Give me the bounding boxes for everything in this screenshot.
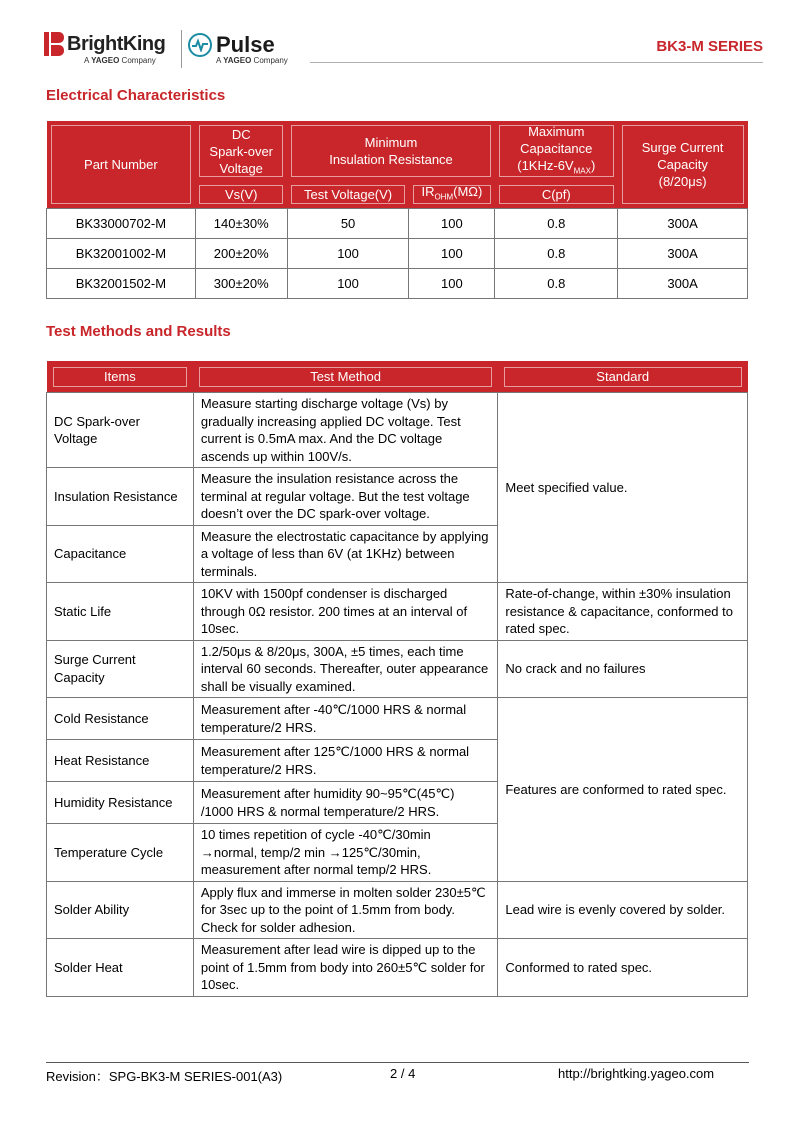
table-row: [47, 640, 748, 698]
cell-standard: Rate-of-change, within ±30% insulation resistance & capacitance, conformed to rated spec.: [498, 583, 748, 641]
table-row: [47, 393, 748, 468]
electrical-table: [46, 121, 748, 299]
cell-capacitance: 0.8: [495, 208, 618, 238]
cell-item: Solder Heat: [47, 939, 194, 997]
cell-item: Surge Current Capacity: [47, 640, 194, 698]
cell-vs: 200±20%: [195, 238, 287, 268]
header-items: Items: [47, 361, 194, 393]
cell-item: Insulation Resistance: [47, 468, 194, 526]
cell-standard: No crack and no failures: [498, 640, 748, 698]
header-test-method: Test Method: [193, 361, 498, 393]
table-row: [47, 238, 748, 268]
cell-test-voltage: 100: [287, 268, 409, 298]
cell-ir: 100: [409, 238, 495, 268]
tests-section-title: Test Methods and Results: [46, 323, 231, 340]
cell-surge: 300A: [618, 268, 748, 298]
cell-standard: Meet specified value.: [498, 393, 748, 583]
table-row: [47, 939, 748, 997]
footer-page-number: 2 / 4: [390, 1066, 416, 1081]
header-divider: [310, 62, 763, 63]
cell-vs: 300±20%: [195, 268, 287, 298]
footer-url[interactable]: http://brightking.yageo.com: [558, 1066, 715, 1081]
table-row: [47, 208, 748, 238]
cell-method: Apply flux and immerse in molten solder 230±5℃ for 3sec up to the point of 1.5mm from body. Check for solder adhesion.: [193, 881, 498, 939]
cell-item: DC Spark-over Voltage: [47, 393, 194, 468]
cell-standard: Features are conformed to rated spec.: [498, 698, 748, 882]
header-part-number: Part Number: [47, 121, 196, 208]
cell-standard: Lead wire is evenly covered by solder.: [498, 881, 748, 939]
cell-capacitance: 0.8: [495, 268, 618, 298]
cell-item: Humidity Resistance: [47, 782, 194, 824]
cell-ir: 100: [409, 268, 495, 298]
brightking-mark-icon: [44, 32, 64, 56]
header-min-insulation: Minimum Insulation Resistance: [287, 121, 495, 181]
pulse-logo: [188, 32, 275, 58]
tests-table: [46, 361, 748, 997]
header-cpf: C(pf): [495, 181, 618, 208]
header-standard: Standard: [498, 361, 748, 393]
cell-method: Measurement after lead wire is dipped up to the point of 1.5mm from body into 260±5℃ solder for 10sec.: [193, 939, 498, 997]
header-surge-capacity: Surge Current Capacity (8/20μs): [618, 121, 748, 208]
header-logos: [44, 30, 314, 70]
footer-divider: [46, 1062, 749, 1063]
cell-standard: Conformed to rated spec.: [498, 939, 748, 997]
cell-method: Measure the electrostatic capacitance by applying a voltage of less than 6V (at 1KHz) between terminals.: [193, 525, 498, 583]
cell-surge: 300A: [618, 208, 748, 238]
brightking-name: BrightKing: [67, 32, 166, 55]
cell-method: Measure the insulation resistance across the terminal at regular voltage. But the test voltage doesn’t over the DC spark-over voltage.: [193, 468, 498, 526]
cell-method: Measurement after 125℃/1000 HRS & normal temperature/2 HRS.: [193, 740, 498, 782]
header-ir: $IR_{OHM}(M\Omega)$: [409, 181, 495, 208]
table-row: [47, 583, 748, 641]
cell-method: Measurement after humidity 90~95℃(45℃) /1000 HRS & normal temperature/2 HRS.: [193, 782, 498, 824]
brightking-subtitle: A YAGEO Company: [84, 56, 156, 65]
table-row: [47, 698, 748, 740]
cell-item: Static Life: [47, 583, 194, 641]
series-title: BK3-M SERIES: [656, 38, 763, 55]
brightking-logo: [44, 32, 165, 56]
cell-item: Heat Resistance: [47, 740, 194, 782]
header-vs: Vs(V): [195, 181, 287, 208]
header-dc-spark-over: DC Spark-over Voltage: [195, 121, 287, 181]
header-max-capacitance: Maximum Capacitance $(1KHz-6V_{MAX})$: [495, 121, 618, 181]
pulse-name: Pulse: [216, 32, 275, 57]
logo-separator: [181, 30, 182, 68]
cell-ir: 100: [409, 208, 495, 238]
cell-surge: 300A: [618, 238, 748, 268]
cell-method: Measurement after -40℃/1000 HRS & normal temperature/2 HRS.: [193, 698, 498, 740]
electrical-section-title: Electrical Characteristics: [46, 87, 226, 104]
cell-method: 10 times repetition of cycle -40℃/30min →normal, temp/2 min →125℃/30min, measurement after normal temp/2 HRS.: [193, 824, 498, 882]
table-row: [47, 881, 748, 939]
cell-item: Capacitance: [47, 525, 194, 583]
cell-method: 10KV with 1500pf condenser is discharged through 0Ω resistor. 200 times at an interval of 10sec.: [193, 583, 498, 641]
cell-item: Temperature Cycle: [47, 824, 194, 882]
cell-capacitance: 0.8: [495, 238, 618, 268]
cell-test-voltage: 100: [287, 238, 409, 268]
cell-vs: 140±30%: [195, 208, 287, 238]
header-test-voltage: Test Voltage(V): [287, 181, 409, 208]
footer-revision: Revision：SPG-BK3-M SERIES-001(A3): [46, 1069, 283, 1084]
pulse-subtitle: A YAGEO Company: [216, 56, 288, 65]
table-row: [47, 268, 748, 298]
cell-part: BK32001502-M: [47, 268, 196, 298]
cell-method: Measure starting discharge voltage (Vs) by gradually increasing applied DC voltage. Test current is 0.5mA max. And the DC voltage ascends up within 100V/s.: [193, 393, 498, 468]
cell-test-voltage: 50: [287, 208, 409, 238]
cell-item: Solder Ability: [47, 881, 194, 939]
pulse-mark-icon: [188, 33, 212, 57]
cell-part: BK32001002-M: [47, 238, 196, 268]
cell-method: 1.2/50μs & 8/20μs, 300A, ±5 times, each time interval 60 seconds. Thereafter, outer appearance shall be visually examined.: [193, 640, 498, 698]
cell-item: Cold Resistance: [47, 698, 194, 740]
cell-part: BK33000702-M: [47, 208, 196, 238]
